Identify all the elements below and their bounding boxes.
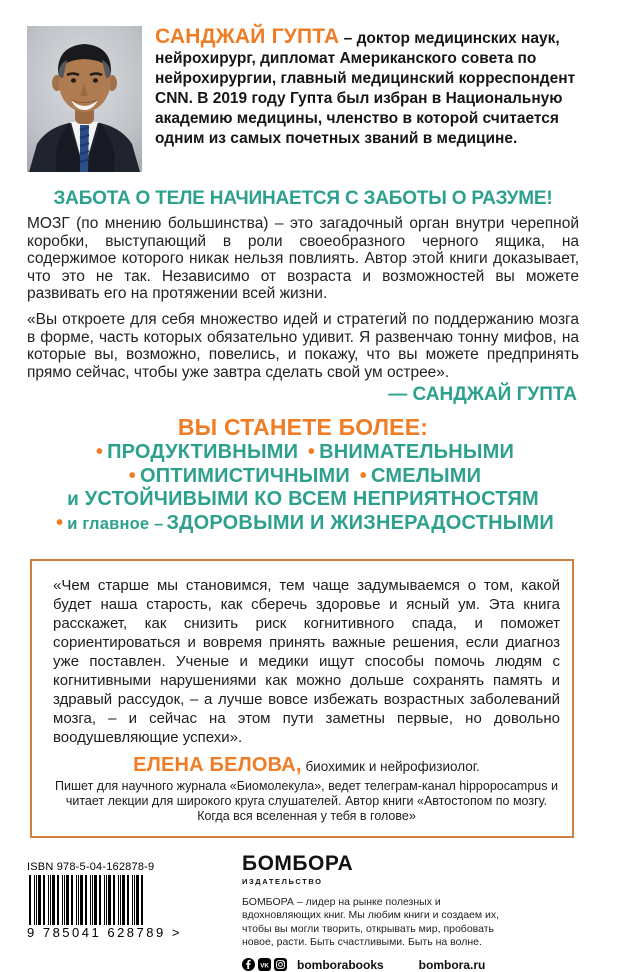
reviewer-role: биохимик и нейрофизиолог. bbox=[301, 759, 480, 775]
barcode-digits: 9 785041 628789 > bbox=[27, 924, 182, 940]
bullet-icon: • bbox=[307, 441, 316, 464]
footer bbox=[27, 852, 579, 972]
author-bio bbox=[155, 27, 579, 172]
author-name: САНДЖАЙ ГУПТА bbox=[155, 25, 340, 48]
intro-paragraph: МОЗГ (по мнению большинства) – это загадочный орган внутри черепной коробки, выступающий в роли своеобразного черного ящика, на содержимое которого никак нельзя повлиять. Автор этой книги доказывает, что это не так. Независимо от возраста и возможностей вы можете развивать его на протяжении всей жизни. bbox=[27, 215, 579, 303]
social-handle: bomborabooks bbox=[297, 957, 384, 972]
isbn-label: ISBN 978-5-04-162878-9 bbox=[27, 860, 155, 873]
bullet-icon: • bbox=[95, 441, 104, 464]
tagline-heading: ЗАБОТА О ТЕЛЕ НАЧИНАЕТСЯ С ЗАБОТЫ О РАЗУМЕ! bbox=[53, 188, 553, 209]
author-photo-image bbox=[27, 26, 142, 172]
benefits-line-4 bbox=[27, 512, 579, 537]
benefit-item: СМЕЛЫМИ bbox=[370, 464, 482, 487]
social-row bbox=[242, 958, 504, 972]
isbn-block bbox=[27, 860, 182, 940]
benefit-item: ОПТИМИСТИЧНЫМИ bbox=[139, 464, 350, 487]
publisher-subtitle: ИЗДАТЕЛЬСТВО bbox=[242, 876, 323, 886]
bullet-icon: • bbox=[56, 511, 64, 534]
svg-text:VK: VK bbox=[260, 962, 269, 970]
benefit-item: ВНИМАТЕЛЬНЫМИ bbox=[319, 441, 515, 464]
benefits-line-2 bbox=[27, 465, 579, 489]
review-box bbox=[30, 559, 574, 837]
publisher-logo: БОМБОРА bbox=[242, 851, 354, 875]
bullet-icon: • bbox=[359, 464, 367, 487]
benefits-title: ВЫ СТАНЕТЕ БОЛЕЕ: bbox=[177, 414, 429, 441]
publisher-description: БОМБОРА – лидер на рынке полезных и вдохновляющих книг. Мы любим книги и создаем их, чтобы вы могли творить, открывать мир, пробовать новое, расти. Быть счастливыми. Быть на волне. bbox=[242, 895, 500, 949]
author-header bbox=[27, 26, 579, 172]
benefit-item: ЗДОРОВЫМИ И ЖИЗНЕРАДОСТНЫМИ bbox=[166, 511, 554, 534]
author-photo bbox=[27, 26, 142, 172]
reviewer-line bbox=[53, 754, 560, 777]
benefit-prefix: и bbox=[67, 489, 80, 511]
vk-icon bbox=[258, 958, 271, 971]
benefits-line-3 bbox=[27, 488, 579, 512]
facebook-icon bbox=[242, 958, 255, 971]
site-url: bombora.ru bbox=[418, 957, 486, 972]
benefit-prefix: и главное – bbox=[67, 514, 164, 533]
benefit-item: УСТОЙЧИВЫМИ КО ВСЕМ НЕПРИЯТНОСТЯМ bbox=[84, 488, 539, 511]
benefits-section bbox=[27, 414, 579, 536]
bullet-icon: • bbox=[128, 464, 136, 487]
benefits-line-1 bbox=[27, 441, 579, 465]
quote-attribution: — САНДЖАЙ ГУПТА bbox=[388, 384, 577, 406]
author-bio-text: – доктор медицинских наук, нейрохирург, дипломат Американского совета по нейрохирургии, главный медицинский корреспондент CNN. В 2019 году Гупта был избран в Национальную академию медицины, членство в которой считается одним из самых почетных званий в медицине. bbox=[155, 30, 576, 147]
reviewer-name: ЕЛЕНА БЕЛОВА, bbox=[133, 754, 302, 777]
author-quote: «Вы откроете для себя множество идей и стратегий по поддержанию мозга в форме, часть которых обязательно удивит. Я развенчаю тонну мифов, на которые вы, возможно, повелись, и покажу, что вы можете предпринять прямо сейчас, чтобы уже завтра сделать свой ум острее». bbox=[27, 310, 579, 381]
review-quote: «Чем старше мы становимся, тем чаще задумываемся о том, какой будет наша старость, как сберечь здоровье и ясный ум. Эта книга расскажет, как снизить риск когнитивного спада, и поможет сориентироваться и вовремя принять важные решения, если диагноз уже поставлен. Ученые и медики ищут способы помочь людям с когнитивными нарушениями как можно дольше сохранять память и здравый рассудок, – а лучше вовсе избежать возрастных заболеваний мозга, – и сейчас на этом пути заметны первые, но довольно воодушевляющие успехи». bbox=[53, 577, 560, 747]
benefit-item: ПРОДУКТИВНЫМИ bbox=[107, 441, 299, 464]
publisher-block bbox=[242, 852, 504, 972]
instagram-icon bbox=[274, 958, 287, 971]
reviewer-about: Пишет для научного журнала «Биомолекула», ведет телеграм-канал hippopocampus и читает лекции для широкого круга слушателей. Автор книги «Автостопом по мозгу. Когда вся вселенная у тебя в голове» bbox=[55, 779, 558, 823]
